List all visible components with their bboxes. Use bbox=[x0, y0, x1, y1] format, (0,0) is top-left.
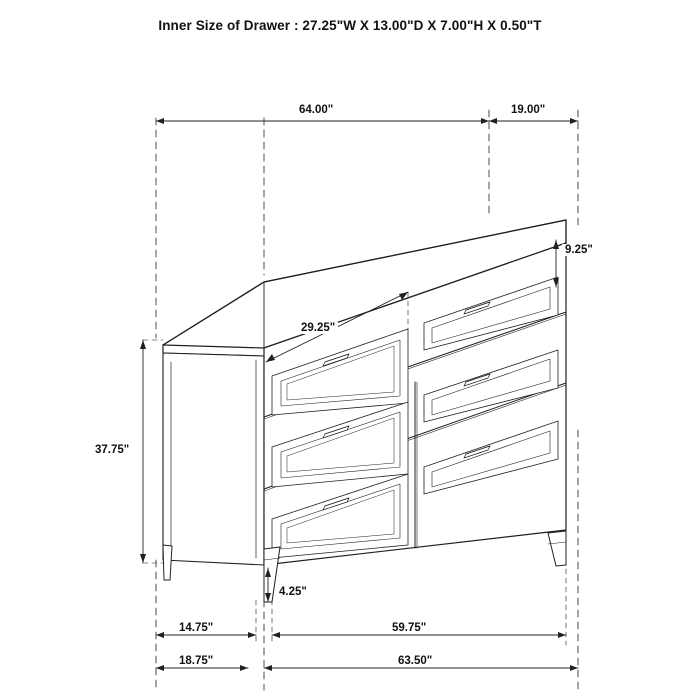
dim-label-side-depth-bottom: 14.75" bbox=[176, 622, 216, 634]
dim-label-top-width: 64.00" bbox=[296, 104, 336, 116]
dim-label-overall-height: 37.75" bbox=[92, 444, 132, 456]
dim-label-side-depth-overall: 18.75" bbox=[176, 655, 216, 667]
dresser-left-side bbox=[163, 353, 264, 565]
dim-label-overall-width: 63.50" bbox=[395, 655, 435, 667]
page-title: Inner Size of Drawer : 27.25"W X 13.00"D X 7.00"H X 0.50"T bbox=[158, 18, 542, 33]
dim-label-top-drawer-height: 9.25" bbox=[562, 244, 596, 256]
dim-label-drawer-width: 29.25" bbox=[298, 322, 338, 334]
dim-label-leg-height: 4.25" bbox=[276, 586, 310, 598]
dim-label-case-front-width: 59.75" bbox=[389, 622, 429, 634]
dim-label-top-depth: 19.00" bbox=[508, 104, 548, 116]
